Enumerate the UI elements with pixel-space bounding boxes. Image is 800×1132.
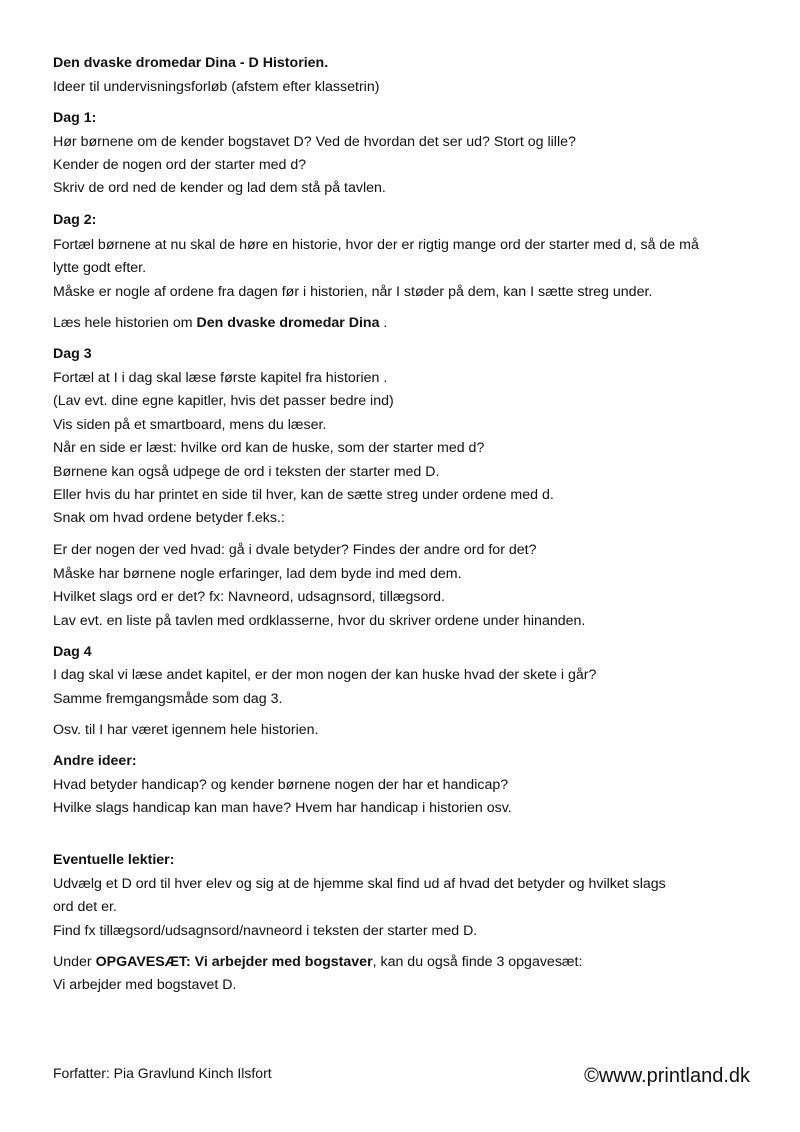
dag3-line: Snak om hvad ordene betyder f.eks.: — [53, 510, 285, 526]
opgavesaet-label: OPGAVESÆT: Vi arbejder med bogstaver — [95, 954, 373, 970]
lektier-under-line — [53, 953, 582, 971]
under-prefix: Under — [53, 954, 96, 970]
dag3-heading: Dag 3 — [53, 346, 92, 362]
dag2-line: Fortæl børnene at nu skal de høre en historie, hvor der er rigtig mange ord der starter med d, så de må — [53, 237, 699, 253]
dag3-line: Når en side er læst: hvilke ord kan de huske, som der starter med d? — [53, 440, 485, 456]
footer-author: Forfatter: Pia Gravlund Kinch Ilsfort — [53, 1065, 272, 1081]
dag3-line: Hvilket slags ord er det? fx: Navneord, udsagnsord, tillægsord. — [53, 589, 445, 605]
dag2-line: Måske er nogle af ordene fra dagen før i historien, når I støder på dem, kan I sætte streg under. — [53, 284, 653, 300]
dag4-closing: Osv. til I har været igennem hele historien. — [53, 722, 319, 738]
dag1-line: Hør børnene om de kender bogstavet D? Ved de hvordan det ser ud? Stort og lille? — [53, 134, 576, 150]
lektier-last-line: Vi arbejder med bogstavet D. — [53, 977, 237, 993]
dag4-heading: Dag 4 — [53, 644, 92, 660]
dag1-line: Skriv de ord ned de kender og lad dem stå på tavlen. — [53, 180, 386, 196]
dag3-line: Lav evt. en liste på tavlen med ordklasserne, hvor du skriver ordene under hinanden. — [53, 613, 586, 629]
story-title: Den dvaske dromedar Dina — [196, 315, 380, 331]
document-title: Den dvaske dromedar Dina - D Historien. — [53, 55, 329, 71]
under-suffix: , kan du også finde 3 opgavesæt: — [372, 954, 583, 970]
dag2-heading: Dag 2: — [53, 212, 97, 228]
dag3-line: Vis siden på et smartboard, mens du læser. — [53, 417, 327, 433]
read-suffix: . — [379, 315, 388, 331]
dag3-line: Fortæl at I i dag skal læse første kapitel fra historien . — [53, 370, 388, 386]
lektier-heading: Eventuelle lektier: — [53, 852, 175, 868]
dag3-line: Er der nogen der ved hvad: gå i dvale betyder? Findes der andre ord for det? — [53, 542, 537, 558]
dag3-line: Eller hvis du har printet en side til hver, kan de sætte streg under ordene med d. — [53, 487, 554, 503]
andre-line: Hvad betyder handicap? og kender børnene nogen der har et handicap? — [53, 777, 509, 793]
dag3-line: Børnene kan også udpege de ord i teksten der starter med D. — [53, 464, 440, 480]
lektier-line: Udvælg et D ord til hver elev og sig at de hjemme skal find ud af hvad det betyder og hvilket slags — [53, 876, 666, 892]
andre-heading: Andre ideer: — [53, 753, 137, 769]
dag1-heading: Dag 1: — [53, 110, 97, 126]
andre-line: Hvilke slags handicap kan man have? Hvem har handicap i historien osv. — [53, 800, 512, 816]
lektier-line: ord det er. — [53, 899, 117, 915]
dag2-line: lytte godt efter. — [53, 260, 147, 276]
dag3-line: (Lav evt. dine egne kapitler, hvis det passer bedre ind) — [53, 393, 394, 409]
document-subtitle: Ideer til undervisningsforløb (afstem efter klassetrin) — [53, 79, 380, 95]
dag2-read-line — [53, 314, 387, 332]
read-prefix: Læs hele historien om — [53, 315, 197, 331]
lektier-line: Find fx tillægsord/udsagnsord/navneord i teksten der starter med D. — [53, 923, 478, 939]
dag1-line: Kender de nogen ord der starter med d? — [53, 157, 307, 173]
dag4-line: Samme fremgangsmåde som dag 3. — [53, 691, 283, 707]
dag3-line: Måske har børnene nogle erfaringer, lad dem byde ind med dem. — [53, 566, 462, 582]
footer-site: ©www.printland.dk — [584, 1065, 750, 1087]
dag4-line: I dag skal vi læse andet kapitel, er der mon nogen der kan huske hvad der skete i går? — [53, 667, 597, 683]
